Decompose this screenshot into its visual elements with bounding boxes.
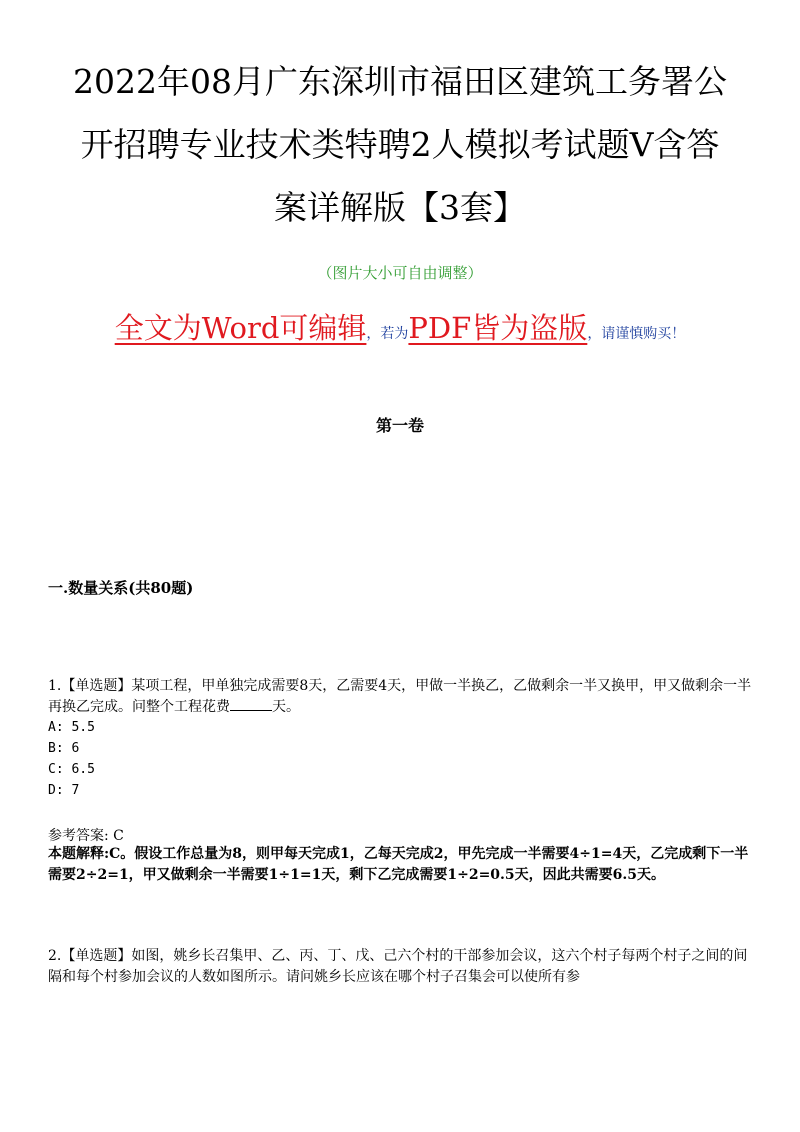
question-1-analysis: 本题解释:C。假设工作总量为8，则甲每天完成1，乙每天完成2，甲先完成一半需要4÷1=4天，乙完成剩下一半需要2÷2=1，甲又做剩余一半需要1÷1=1天，剩下乙完成需要1÷2=0.5天，因此共需要6.5天。 bbox=[48, 846, 749, 883]
image-resize-note: （图片大小可自由调整） bbox=[317, 264, 483, 282]
question-2-text: 2.【单选题】如图，姚乡长召集甲、乙、丙、丁、戊、己六个村的干部参加会议，这六个村子每两个村子之间的间隔和每个村参加会议的人数如图所示。请问姚乡长应该在哪个村子召集会可以使所有参 bbox=[48, 948, 748, 985]
title-line-1: 2022年08月广东深圳市福田区建筑工务署公 bbox=[73, 62, 727, 101]
notice-connector: ，若为 bbox=[366, 326, 409, 342]
question-1-stem: 1.【单选题】某项工程，甲单独完成需要8天，乙需要4天，甲做一半换乙，乙做剩余一半又换甲，甲又做剩余一半再换乙完成。问整个工程花费 bbox=[48, 678, 752, 715]
option-b: B: 6 bbox=[48, 741, 80, 756]
document-title bbox=[40, 50, 760, 239]
answer-blank bbox=[230, 698, 272, 711]
piracy-notice bbox=[0, 306, 800, 347]
title-line-3: 案详解版【3套】 bbox=[274, 188, 526, 227]
purchase-warning: ，请谨慎购买！ bbox=[587, 326, 686, 342]
word-editable-text: 全文为Word可编辑 bbox=[114, 311, 367, 345]
section-title: 一.数量关系(共80题) bbox=[48, 579, 194, 597]
volume-title: 第一卷 bbox=[375, 416, 424, 435]
question-1-text bbox=[48, 676, 760, 718]
option-d: D: 7 bbox=[48, 783, 80, 798]
title-line-2: 开招聘专业技术类特聘2人模拟考试题V含答 bbox=[80, 125, 720, 164]
pdf-piracy-text: PDF皆为盗版 bbox=[408, 311, 588, 345]
option-a: A: 5.5 bbox=[48, 720, 95, 735]
reference-answer: 参考答案: C bbox=[48, 828, 124, 844]
question-1-stem-end: 天。 bbox=[272, 699, 300, 715]
option-c: C: 6.5 bbox=[48, 762, 95, 777]
